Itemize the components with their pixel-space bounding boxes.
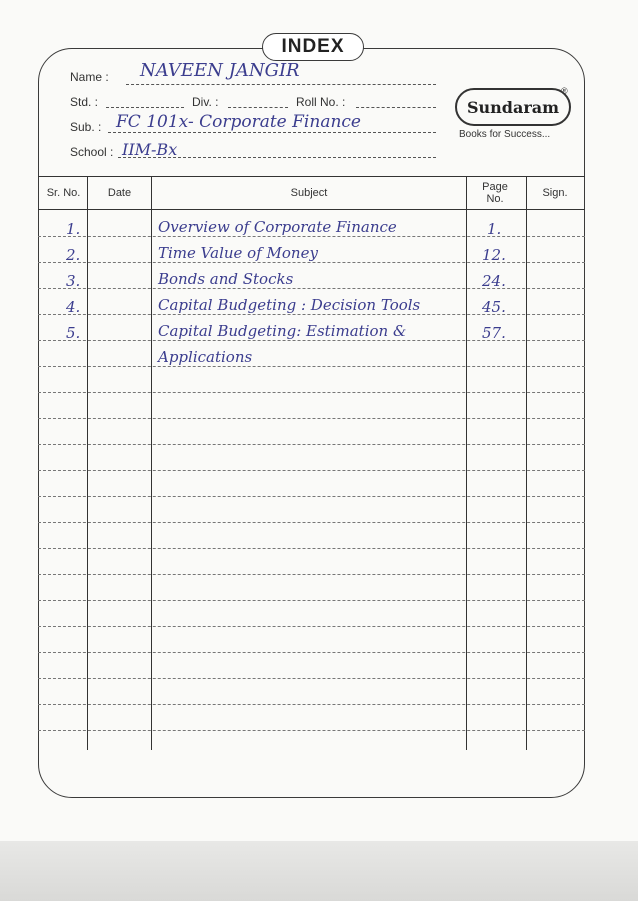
row-1-subject: Overview of Corporate Finance bbox=[158, 218, 397, 236]
table-header-rule bbox=[38, 209, 585, 210]
row-rule bbox=[38, 626, 585, 627]
scan-bottom-edge bbox=[0, 841, 638, 901]
page-border bbox=[38, 48, 585, 798]
row-3-page: 24. bbox=[482, 272, 506, 290]
row-6-subject: Applications bbox=[158, 348, 253, 366]
registered-mark: ® bbox=[561, 86, 568, 96]
row-4-subject: Capital Budgeting : Decision Tools bbox=[158, 296, 421, 314]
row-3-sr: 3. bbox=[66, 272, 81, 290]
row-rule bbox=[38, 574, 585, 575]
header-date: Date bbox=[107, 187, 132, 199]
row-1-sr: 1. bbox=[66, 220, 81, 238]
row-5-sr: 5. bbox=[66, 324, 81, 342]
div-label: Div. : bbox=[192, 95, 219, 109]
header-page-no: Page No. bbox=[482, 181, 508, 205]
row-rule bbox=[38, 392, 585, 393]
row-4-sr: 4. bbox=[66, 298, 81, 316]
row-3-subject: Bonds and Stocks bbox=[158, 270, 294, 288]
name-value: NAVEEN JANGIR bbox=[140, 60, 300, 81]
sub-line bbox=[108, 132, 436, 133]
row-rule bbox=[38, 236, 585, 237]
header-subject: Subject bbox=[290, 187, 328, 199]
header-sr-no: Sr. No. bbox=[46, 187, 81, 199]
row-rule bbox=[38, 548, 585, 549]
name-line bbox=[126, 84, 436, 85]
row-rule bbox=[38, 470, 585, 471]
row-rule bbox=[38, 444, 585, 445]
row-rule bbox=[38, 652, 585, 653]
row-rule bbox=[38, 522, 585, 523]
table-top-rule bbox=[38, 176, 585, 177]
row-2-sr: 2. bbox=[66, 246, 81, 264]
row-2-subject: Time Value of Money bbox=[158, 244, 318, 262]
div-line bbox=[228, 107, 288, 108]
roll-label: Roll No. : bbox=[296, 95, 346, 109]
row-5-subject: Capital Budgeting: Estimation & bbox=[158, 322, 407, 340]
row-rule bbox=[38, 704, 585, 705]
brand-tagline: Books for Success... bbox=[459, 129, 551, 140]
name-label: Name : bbox=[70, 70, 109, 84]
row-rule bbox=[38, 730, 585, 731]
row-1-page: 1. bbox=[487, 220, 502, 238]
row-rule bbox=[38, 600, 585, 601]
row-5-page: 57. bbox=[482, 324, 506, 342]
sundaram-logo: Sundaram bbox=[455, 88, 571, 126]
sub-value: FC 101x- Corporate Finance bbox=[116, 112, 361, 132]
school-label: School : bbox=[70, 145, 114, 159]
sub-label: Sub. : bbox=[70, 120, 102, 134]
row-rule bbox=[38, 678, 585, 679]
row-4-page: 45. bbox=[482, 298, 506, 316]
index-title: INDEX bbox=[262, 33, 364, 61]
row-rule bbox=[38, 496, 585, 497]
roll-line bbox=[356, 107, 436, 108]
header-sign: Sign. bbox=[542, 187, 568, 199]
school-value: IIM-Bx bbox=[122, 140, 178, 159]
row-rule bbox=[38, 418, 585, 419]
std-line bbox=[106, 107, 184, 108]
row-rule bbox=[38, 366, 585, 367]
row-2-page: 12. bbox=[482, 246, 506, 264]
std-label: Std. : bbox=[70, 95, 99, 109]
